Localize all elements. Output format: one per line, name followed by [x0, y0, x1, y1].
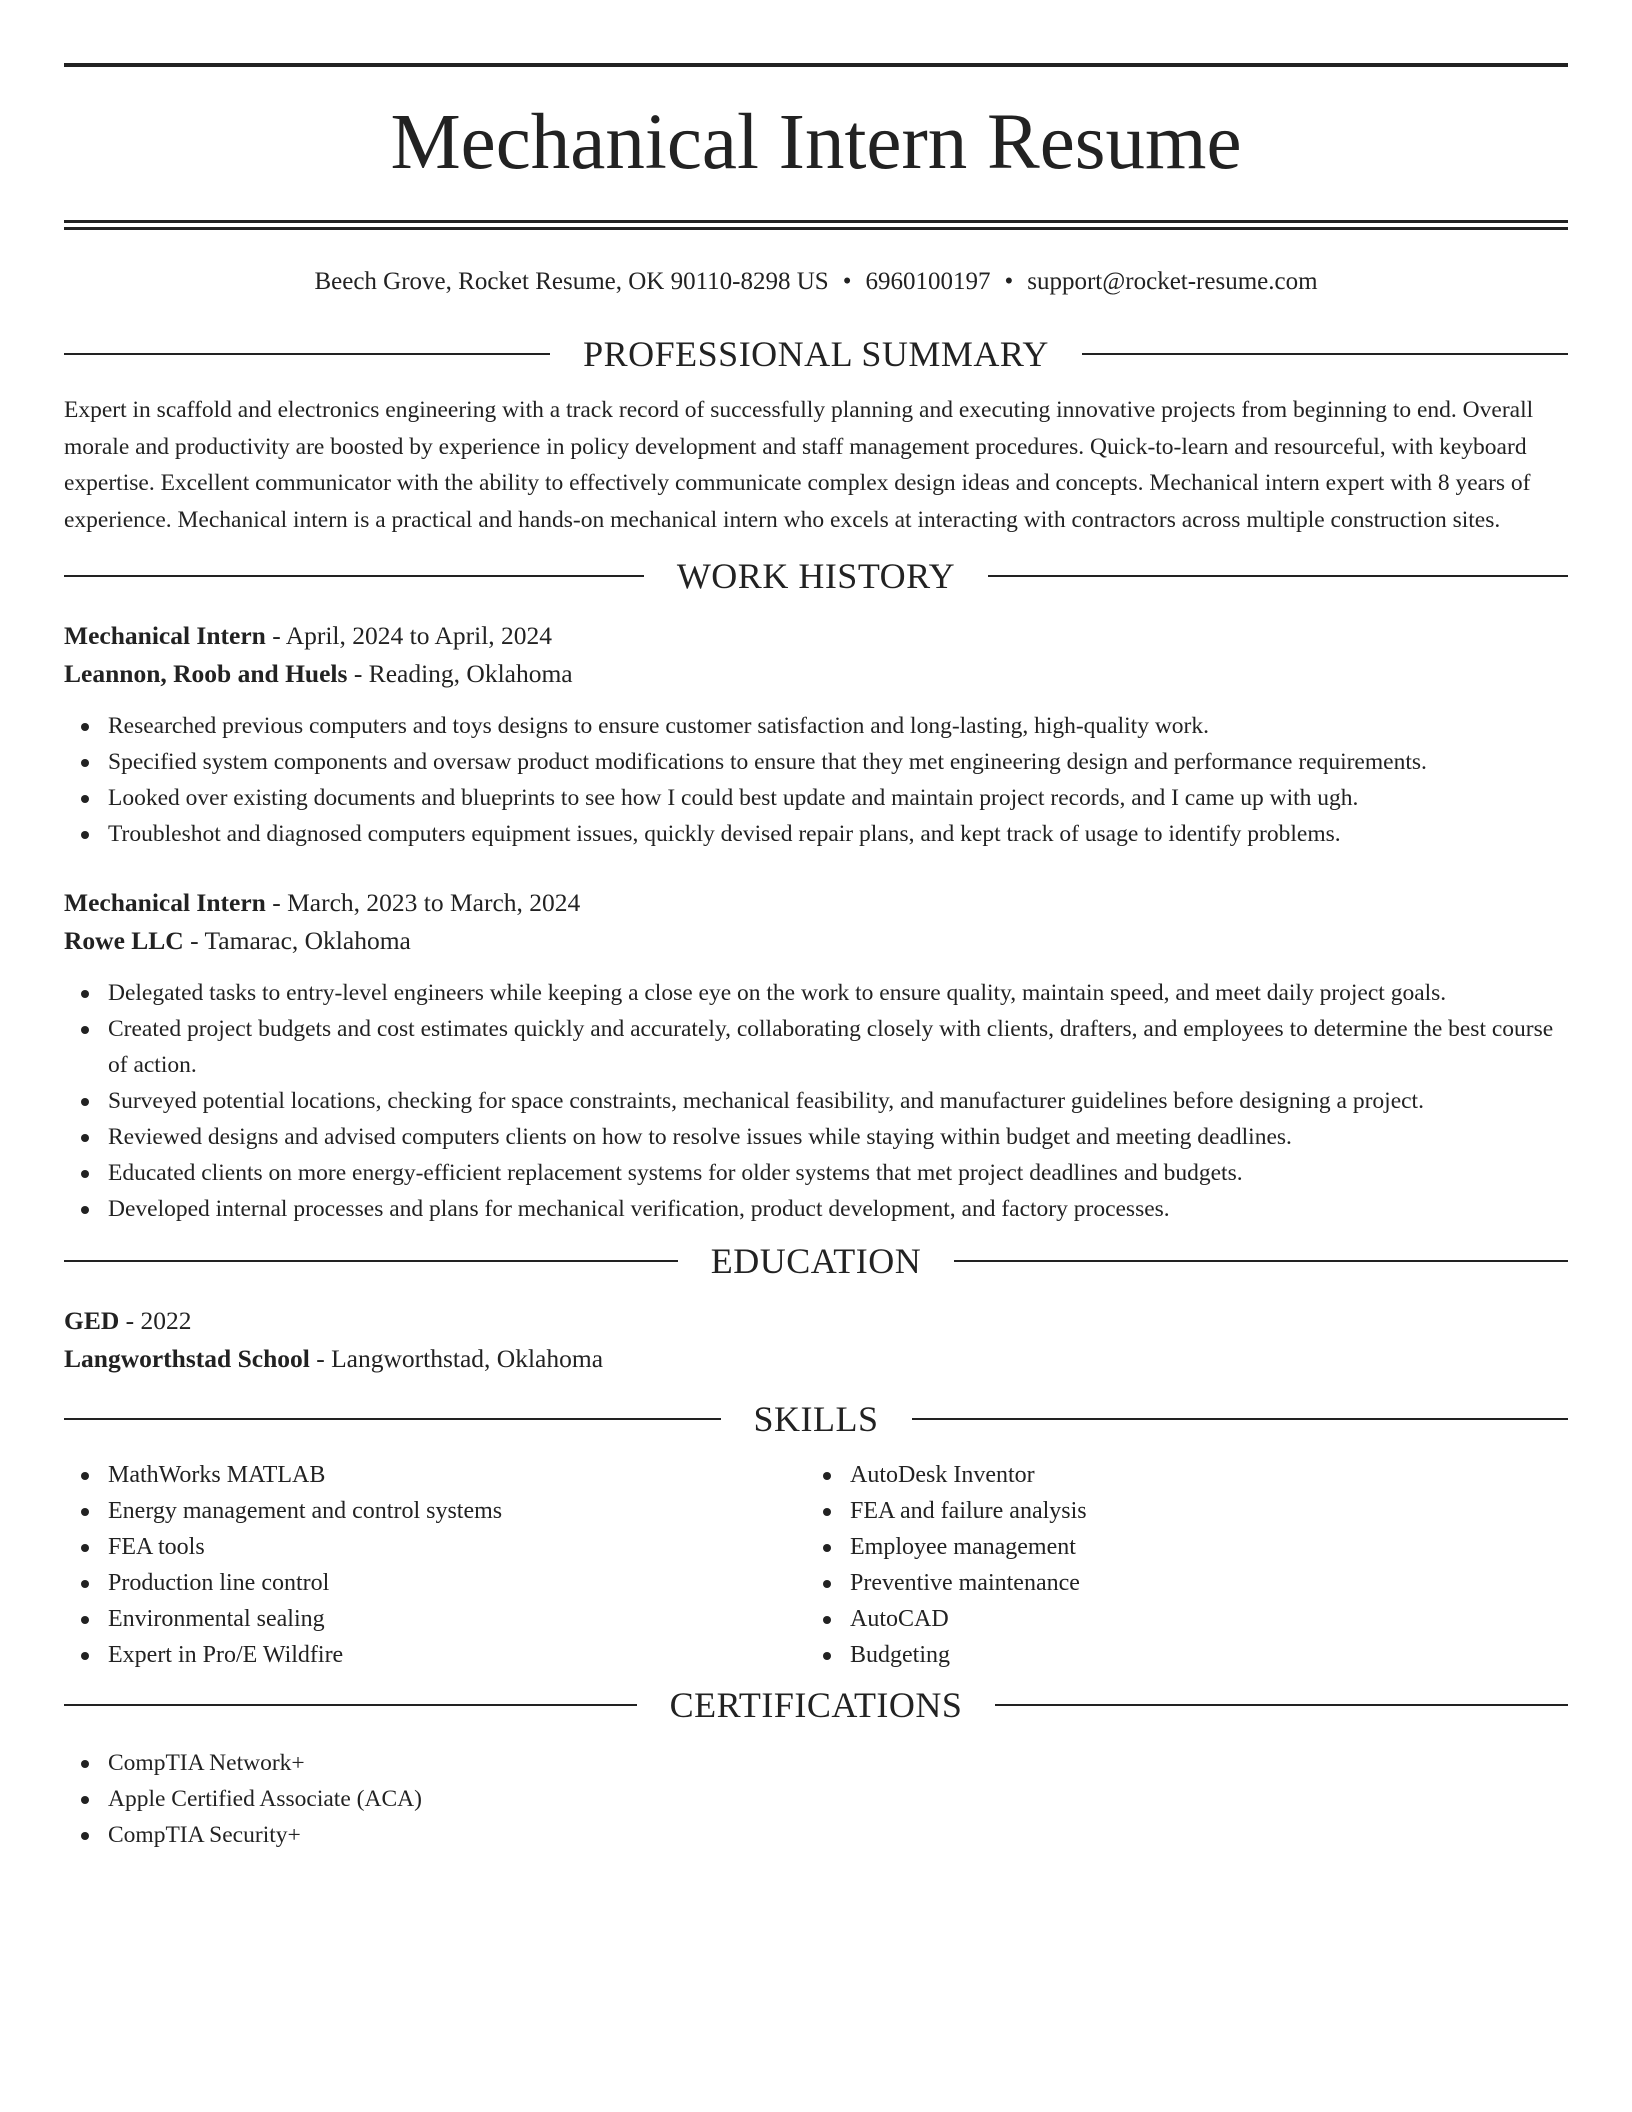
job-title: Mechanical Intern [64, 621, 266, 650]
summary-text: Expert in scaffold and electronics engineering with a track record of successfully planning and executing innovative projects from beginning to end. Overall morale and productivity are boosted by experience in policy development and staff management procedures. Quick-to-learn and resourceful, with keyboard expertise. Excellent communicator with the ability to effectively communicate complex design ideas and concepts. Mechanical intern expert with 8 years of experience. Mechanical intern is a practical and hands-on mechanical intern who excels at interacting with contractors across multiple construction sites. [64, 397, 1534, 533]
title-double-rule [64, 220, 1568, 230]
skill-item: FEA tools [64, 1529, 806, 1565]
education-location: - Langworthstad, Oklahoma [309, 1344, 604, 1373]
heading-rule [64, 1704, 637, 1706]
skill-item: AutoCAD [806, 1601, 1548, 1637]
list-item: Looked over existing documents and blueprints to see how I could best update and maintain project records, and I came up with ugh. [64, 780, 1568, 816]
education-school-line [64, 1340, 1568, 1378]
section-heading-work [64, 554, 1568, 598]
job-location: - Tamarac, Oklahoma [183, 926, 411, 955]
section-title: SKILLS [753, 1399, 879, 1439]
heading-rule [954, 1260, 1568, 1262]
job-dates: - April, 2024 to April, 2024 [265, 621, 553, 650]
education-degree: GED [64, 1306, 120, 1335]
list-item: Researched previous computers and toys designs to ensure customer satisfaction and long-lasting, high-quality work. [64, 708, 1568, 744]
skill-item: FEA and failure analysis [806, 1493, 1548, 1529]
skill-item: Environmental sealing [64, 1601, 806, 1637]
skill-item: AutoDesk Inventor [806, 1457, 1548, 1493]
certification-item: CompTIA Security+ [64, 1817, 1568, 1853]
skill-item: Production line control [64, 1565, 806, 1601]
section-heading-skills [64, 1397, 1568, 1441]
skill-item: Budgeting [806, 1637, 1548, 1673]
job-company: Rowe LLC [64, 926, 184, 955]
certifications-list [64, 1745, 1568, 1853]
job-location: - Reading, Oklahoma [347, 659, 573, 688]
section-title: CERTIFICATIONS [669, 1685, 963, 1725]
section-heading-education [64, 1239, 1568, 1283]
job-title-line [64, 884, 1568, 922]
section-title: PROFESSIONAL SUMMARY [583, 334, 1049, 374]
heading-rule [988, 575, 1568, 577]
skills-list-right [806, 1457, 1548, 1673]
list-item: Developed internal processes and plans for mechanical verification, product development, and factory processes. [64, 1191, 1568, 1227]
list-item: Specified system components and oversaw product modifications to ensure that they met engineering design and performance requirements. [64, 744, 1568, 780]
heading-rule [64, 1418, 721, 1420]
education-year: - 2022 [119, 1306, 192, 1335]
heading-rule [64, 1260, 678, 1262]
job-company: Leannon, Roob and Huels [64, 659, 348, 688]
contact-separator: • [842, 268, 852, 295]
job-entry [64, 884, 1568, 1227]
list-item: Reviewed designs and advised computers clients on how to resolve issues while staying within budget and meeting deadlines. [64, 1119, 1568, 1155]
top-rule [64, 63, 1568, 67]
education-degree-line [64, 1302, 1568, 1340]
section-title: EDUCATION [710, 1241, 922, 1281]
contact-address: Beech Grove, Rocket Resume, OK 90110-8298 US [314, 268, 829, 295]
job-title-line [64, 617, 1568, 655]
skill-item: Preventive maintenance [806, 1565, 1548, 1601]
section-heading-certifications [64, 1683, 1568, 1727]
skill-item: Employee management [806, 1529, 1548, 1565]
heading-rule [995, 1704, 1568, 1706]
skill-item: MathWorks MATLAB [64, 1457, 806, 1493]
education-school: Langworthstad School [64, 1344, 310, 1373]
section-title: WORK HISTORY [676, 556, 956, 596]
section-heading-summary [64, 332, 1568, 376]
job-bullets [64, 975, 1568, 1227]
job-bullets [64, 708, 1568, 852]
job-company-line [64, 922, 1568, 960]
skills-grid [64, 1457, 1568, 1673]
education-entry [64, 1302, 1568, 1378]
contact-email[interactable]: support@rocket-resume.com [1027, 268, 1318, 295]
contact-separator: • [1004, 268, 1014, 295]
heading-rule [64, 575, 644, 577]
heading-rule [64, 353, 550, 355]
certification-item: Apple Certified Associate (ACA) [64, 1781, 1568, 1817]
list-item: Troubleshot and diagnosed computers equipment issues, quickly devised repair plans, and kept track of usage to identify problems. [64, 816, 1568, 852]
job-title: Mechanical Intern [64, 888, 266, 917]
list-item: Educated clients on more energy-efficient replacement systems for older systems that met project deadlines and budgets. [64, 1155, 1568, 1191]
contact-line [64, 265, 1568, 299]
certification-item: CompTIA Network+ [64, 1745, 1568, 1781]
list-item: Delegated tasks to entry-level engineers while keeping a close eye on the work to ensure quality, maintain speed, and meet daily project goals. [64, 975, 1568, 1011]
list-item: Created project budgets and cost estimates quickly and accurately, collaborating closely with clients, drafters, and employees to determine the best course of action. [64, 1011, 1568, 1083]
skill-item: Energy management and control systems [64, 1493, 806, 1529]
job-company-line [64, 655, 1568, 693]
list-item: Surveyed potential locations, checking for space constraints, mechanical feasibility, and manufacturer guidelines before designing a project. [64, 1083, 1568, 1119]
skill-item: Expert in Pro/E Wildfire [64, 1637, 806, 1673]
heading-rule [912, 1418, 1569, 1420]
skills-list-left [64, 1457, 806, 1673]
resume-title: Mechanical Intern Resume [390, 99, 1242, 186]
contact-phone: 6960100197 [865, 268, 991, 295]
heading-rule [1082, 353, 1568, 355]
job-entry [64, 617, 1568, 852]
job-dates: - March, 2023 to March, 2024 [265, 888, 581, 917]
